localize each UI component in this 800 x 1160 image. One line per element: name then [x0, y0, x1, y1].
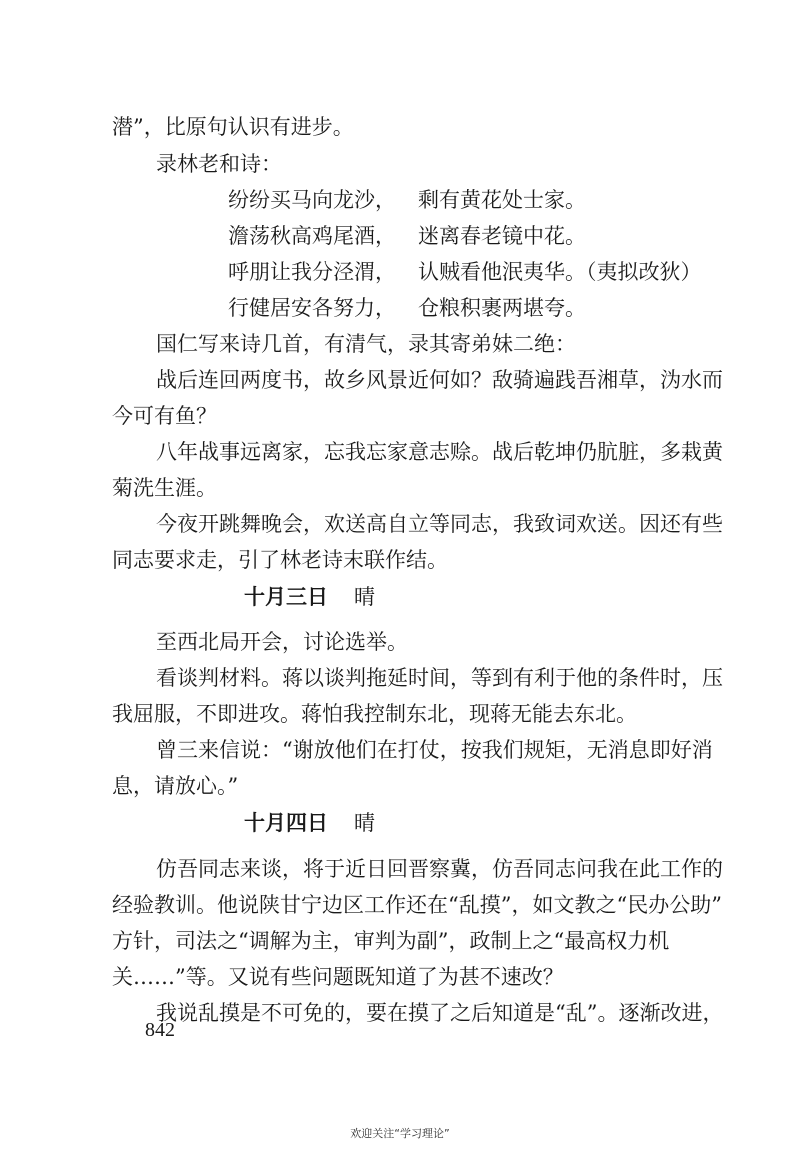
paragraph-line: 菊洗生涯。 — [112, 476, 217, 500]
paragraph-line: 国仁写来诗几首，有清气，录其寄弟妹二绝： — [156, 332, 576, 356]
poem-line-left: 澹荡秋高鸡尾酒， — [228, 224, 396, 248]
paragraph-line: 至西北局开会，讨论选举。 — [156, 630, 408, 654]
paragraph-line: 今可有鱼？ — [112, 404, 217, 428]
entry-weather: 晴 — [354, 585, 375, 609]
poem-line-right: 认贼看他泯夷华。（夷拟改狄） — [418, 260, 702, 284]
paragraph-line: 战后连回两度书，故乡风景近何如？敌骑遍践吾湘草，沩水而 — [156, 368, 723, 392]
page-number: 842 — [145, 1019, 175, 1041]
paragraph-line: 关……”等。又说有些问题既知道了为甚不速改？ — [112, 965, 564, 989]
poem-line-right: 剩有黄花处士家。 — [418, 188, 586, 212]
poem-line-right: 迷离春老镜中花。 — [418, 224, 586, 248]
paragraph-line: 录林老和诗： — [156, 152, 282, 176]
paragraph-line: 方针，司法之“调解为主，审判为副”，政制上之“最高权力机 — [112, 929, 670, 953]
poem-line-left: 纷纷买马向龙沙， — [228, 188, 396, 212]
paragraph-line: 看谈判材料。蒋以谈判拖延时间，等到有利于他的条件时，压 — [156, 666, 723, 690]
entry-heading — [244, 808, 375, 838]
entry-heading — [244, 582, 375, 612]
entry-date: 十月三日 — [244, 584, 328, 609]
poem-line-right: 仓粮积裹两堪夸。 — [418, 296, 586, 320]
paragraph-line: 仿吾同志来谈，将于近日回晋察冀，仿吾同志问我在此工作的 — [156, 857, 723, 881]
poem-line-left: 呼朋让我分泾渭， — [228, 260, 396, 284]
paragraph-line: 今夜开跳舞晚会，欢送高自立等同志，我致词欢送。因还有些 — [156, 512, 723, 536]
entry-weather: 晴 — [354, 811, 375, 835]
footer-caption: 欢迎关注“学习理论” — [350, 1127, 450, 1140]
paragraph-line: 曾三来信说：“谢放他们在打仗，按我们规矩，无消息即好消 — [156, 738, 713, 762]
paragraph-line: 我说乱摸是不可免的，要在摸了之后知道是“乱”。逐渐改进， — [156, 1001, 724, 1025]
paragraph-line: 八年战事远离家，忘我忘家意志赊。战后乾坤仍肮脏，多栽黄 — [156, 440, 723, 464]
paragraph-line: 我屈服，不即进攻。蒋怕我控制东北，现蒋无能去东北。 — [112, 702, 637, 726]
entry-date: 十月四日 — [244, 810, 328, 835]
paragraph-line: 同志要求走，引了林老诗末联作结。 — [112, 548, 448, 572]
poem-line-left: 行健居安各努力， — [228, 296, 396, 320]
paragraph-line: 潜”，比原句认识有进步。 — [112, 115, 354, 139]
paragraph-line: 息，请放心。” — [112, 774, 239, 798]
paragraph-line: 经验教训。他说陕甘宁边区工作还在“乱摸”，如文教之“民办公助” — [112, 893, 722, 917]
